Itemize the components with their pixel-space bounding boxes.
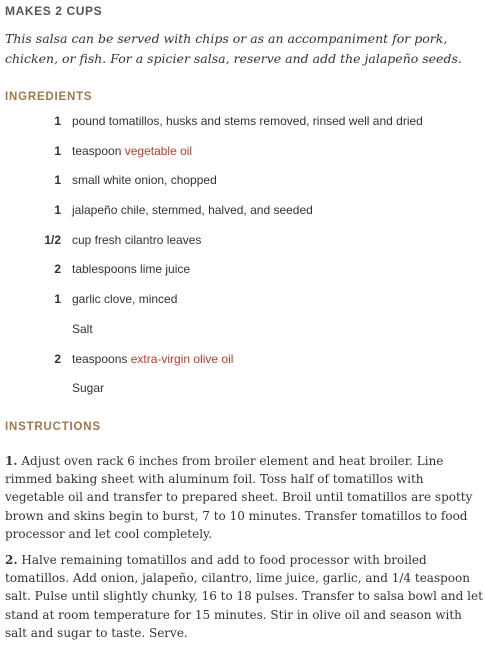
ingredient-description (72, 262, 190, 276)
ingredient-item (0, 318, 486, 348)
ingredient-item (0, 377, 486, 407)
step-text: Adjust oven rack 6 inches from broiler element and heat broiler. Line rimmed baking sheet with aluminum foil. Toss half of tomatillos with vegetable oil and transfer to prepared sheet. Broil until tomatillos are spotty brown and skins begin to burst, 7 to 10 minutes. Transfer tomatillos to food processor and let cool completely. (5, 454, 473, 541)
ingredient-description (72, 173, 217, 187)
ingredient-quantity: 1 (54, 114, 61, 128)
ingredient-text: teaspoon (72, 143, 125, 158)
ingredient-description (72, 292, 177, 306)
ingredient-quantity: 2 (54, 262, 61, 277)
ingredient-link-olive-oil[interactable]: extra-virgin olive oil (130, 351, 234, 366)
ingredient-list (0, 110, 486, 407)
ingredient-item (0, 229, 486, 259)
recipe-intro: This salsa can be served with chips or as an accompaniment for pork, chicken, or fish. For a spicier salsa, reserve and add the jalapeño seeds. (5, 31, 462, 66)
ingredient-text: garlic clove, minced (72, 292, 178, 307)
ingredient-quantity: 1 (54, 203, 61, 218)
ingredient-quantity: 2 (54, 351, 61, 366)
ingredient-description (72, 233, 201, 247)
step-number: 2. (5, 553, 18, 568)
ingredient-item (0, 258, 486, 288)
ingredient-description (72, 381, 104, 395)
ingredient-item (0, 169, 486, 199)
ingredient-item (0, 140, 486, 170)
ingredient-quantity: 1/2 (44, 232, 61, 247)
ingredient-quantity: 1 (54, 143, 61, 158)
step-number: 1. (5, 454, 18, 468)
ingredient-quantity: 1 (54, 292, 61, 307)
ingredient-item (0, 199, 486, 229)
ingredient-text: teaspoons (72, 351, 131, 366)
step-text: Halve remaining tomatillos and add to food processor with broiled tomatillos. Add onion, jalapeño, cilantro, lime juice, garlic, and 1/4 teaspoon salt. Pulse until slightly chunky, 16 to 18 pulses. Transfer to salsa bowl and let stand at room temperature for 15 minutes. Stir in olive oil and season with salt and sugar to taste. Serve. (5, 553, 483, 640)
ingredient-text: jalapeño chile, stemmed, halved, and seeded (72, 203, 313, 218)
ingredient-quantity: 1 (54, 173, 61, 188)
ingredients-heading: INGREDIENTS (5, 91, 93, 103)
recipe-yield: MAKES 2 CUPS (5, 4, 103, 18)
ingredient-description (72, 322, 93, 336)
ingredient-text: pound tomatillos, husks and stems removed, rinsed well and dried (72, 114, 423, 128)
instruction-steps (5, 452, 485, 650)
ingredient-description (72, 144, 192, 158)
ingredient-item (0, 348, 486, 378)
ingredient-text: Sugar (72, 381, 105, 396)
ingredient-link-vegetable-oil[interactable]: vegetable oil (124, 143, 193, 158)
ingredient-text: small white onion, chopped (72, 173, 217, 188)
instruction-step (5, 452, 485, 543)
instruction-step (5, 551, 485, 642)
ingredient-description (72, 352, 233, 366)
instructions-heading: INSTRUCTIONS (5, 421, 101, 433)
ingredient-item (0, 288, 486, 318)
ingredient-text: Salt (72, 321, 93, 336)
ingredient-text: cup fresh cilantro leaves (72, 232, 202, 247)
ingredient-item (0, 110, 486, 140)
ingredient-description (72, 114, 423, 128)
ingredient-description (72, 203, 313, 217)
ingredient-text: tablespoons lime juice (72, 262, 191, 277)
